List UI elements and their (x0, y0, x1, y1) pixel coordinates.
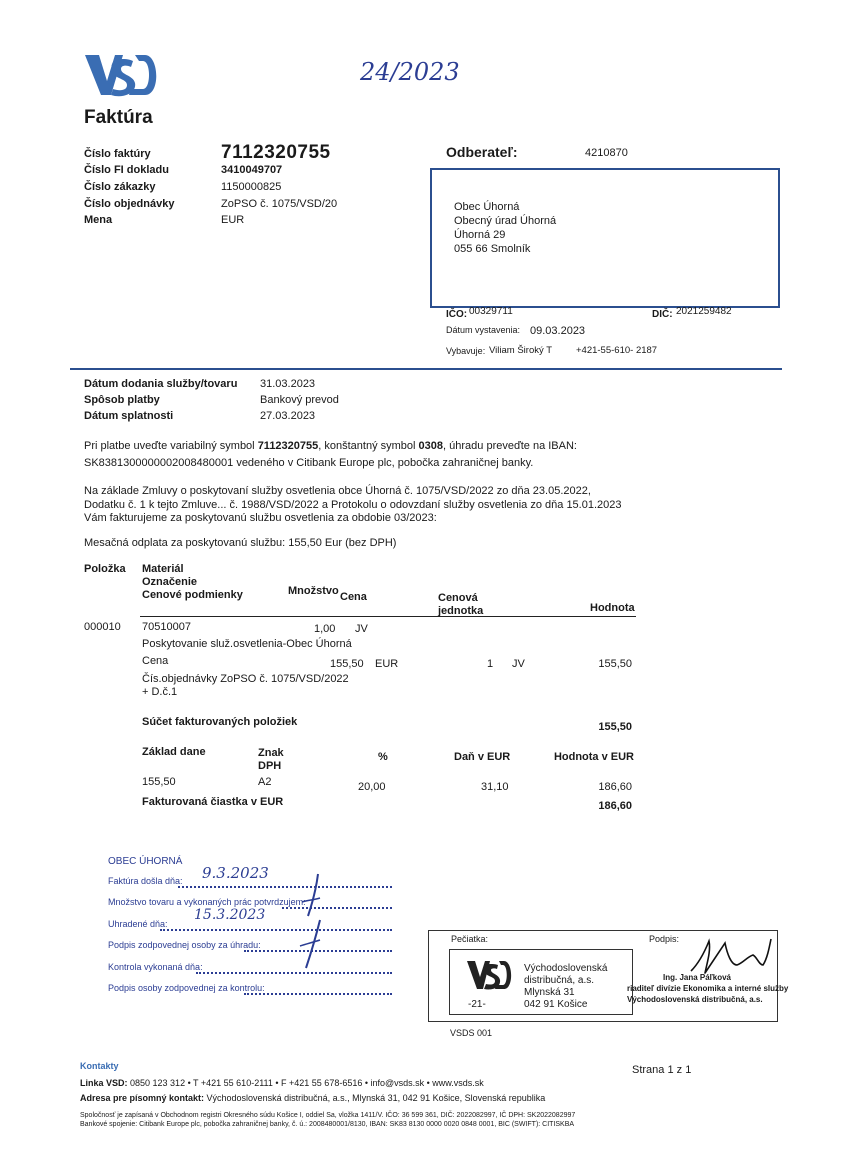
seal-street: Mlynská 31 (524, 987, 575, 998)
footer-address (80, 1093, 545, 1104)
price-label: Cena (142, 655, 169, 667)
total-value: 186,60 (598, 800, 632, 812)
hotline-label: Linka VSD: (80, 1078, 128, 1088)
ico-label: IČO: (446, 309, 468, 320)
unit-unit: JV (512, 658, 525, 670)
stamp-received-label: Faktúra došla dňa: (108, 876, 183, 886)
footer-hotline (80, 1078, 484, 1089)
issued-by-label: Vybavuje: (446, 346, 486, 356)
issue-date-label: Dátum vystavenia: (446, 325, 521, 335)
handwritten-number: 24/2023 (360, 58, 460, 86)
due-date: 27.03.2023 (260, 410, 316, 422)
form-code: VSDS 001 (450, 1028, 493, 1038)
delivery-date: 31.03.2023 (260, 378, 316, 390)
stamp-confirm-label: Množstvo tovaru a vykonaných prác potvrdzujem: (108, 897, 306, 907)
seal-logo-icon (466, 960, 512, 990)
col-tax-base: Základ dane (142, 746, 206, 758)
col-quantity: Množstvo (288, 585, 339, 597)
vat-amount: 31,10 (481, 781, 509, 793)
signature-label: Podpis: (649, 934, 680, 944)
payment-method: Bankový prevod (260, 394, 339, 406)
company-seal (449, 949, 633, 1015)
value-with-vat: 186,60 (598, 781, 632, 793)
issued-by: Viliam Široký T (489, 345, 552, 356)
signer-name: Ing. Jana Páľková (663, 973, 731, 982)
total-label: Fakturovaná čiastka v EUR (142, 796, 284, 808)
manager-signature (687, 935, 777, 977)
header-divider (70, 368, 782, 370)
quantity: 1,00 (314, 623, 336, 635)
seal-label: Pečiatka: (451, 934, 489, 944)
order-job-value: 1150000825 (221, 181, 282, 193)
price-currency: EUR (375, 658, 399, 670)
order-job-label: Číslo zákazky (84, 181, 156, 193)
invoice-number: 7112320755 (221, 142, 331, 163)
item-description: Poskytovanie služ.osvetlenia-Obec Úhorná (142, 638, 352, 650)
contacts-heading: Kontakty (80, 1061, 119, 1071)
payment-text: , úhradu preveďte na IBAN: (443, 440, 577, 452)
currency-value: EUR (221, 214, 245, 226)
issue-date: 09.03.2023 (530, 325, 586, 337)
signer-role: riaditeľ divízie Ekonomika a interné služby (627, 984, 789, 993)
stamp-check-signature-label: Podpis osoby zodpovednej za kontrolu: (108, 983, 265, 993)
address-text: Východoslovenská distribučná, a.s., Mlynská 31, 042 91 Košice, Slovenská republika (204, 1093, 546, 1103)
col-unit-price: Cenová jednotka (438, 592, 484, 617)
sum-label: Súčet fakturovaných položiek (142, 716, 298, 728)
stamp-dotted-line (178, 886, 392, 888)
order-number-value: ZoPSO č. 1075/VSD/20 (221, 198, 338, 210)
col-value-eur: Hodnota v EUR (553, 751, 634, 763)
stamp-paid-date: 15.3.2023 (194, 907, 266, 923)
fi-doc-value: 3410049707 (221, 164, 283, 176)
customer-label: Odberateľ: (446, 144, 518, 160)
order-reference-addendum: + D.č.1 (142, 686, 178, 698)
payment-text: Pri platbe uveďte variabilný symbol (84, 440, 258, 452)
unit-quantity: 1 (487, 658, 494, 670)
stamp-dotted-line (196, 972, 392, 974)
page-number: Strana 1 z 1 (632, 1064, 692, 1076)
col-value: Hodnota (590, 602, 635, 614)
constant-symbol: 0308 (418, 440, 444, 452)
contract-line: Na základe Zmluvy o poskytovaní služby osvetlenia obce Úhorná č. 1075/VSD/2022 zo dňa 23.05.2022, (84, 485, 591, 497)
stamp-check-date-label: Kontrola vykonaná dňa: (108, 962, 203, 972)
receipt-stamp (108, 856, 398, 996)
dic-label: DIČ: (652, 309, 673, 320)
contract-line: Dodatku č. 1 k tejto Zmluve... č. 1988/VSD/2022 a Protokolu o odovzdaní služby osvetlenia zo dňa 15.01.2023 (84, 499, 622, 511)
tax-base: 155,50 (142, 776, 176, 788)
signer-company: Východoslovenská distribučná, a.s. (627, 995, 763, 1004)
seal-city: 042 91 Košice (524, 999, 588, 1010)
col-percent: % (378, 751, 388, 763)
address-line: Úhorná 29 (454, 229, 506, 241)
col-designation: Označenie (142, 576, 198, 588)
seal-company-line: Východoslovenská (524, 963, 608, 974)
customer-number: 4210870 (585, 147, 628, 159)
variable-symbol: 7112320755 (257, 440, 319, 452)
fi-doc-label: Číslo FI dokladu (84, 164, 169, 176)
handwritten-signature-marks (288, 870, 328, 972)
col-price: Cena (340, 591, 367, 603)
contract-line: Vám fakturujeme za poskytovanú službu osvetlenia za obdobie 03/2023: (84, 512, 437, 524)
order-reference: Čís.objednávky ZoPSO č. 1075/VSD/2022 (142, 673, 349, 685)
col-material: Materiál (142, 563, 184, 575)
iban-line: SK8381300000002008480001 vedeného v Citibank Europe plc, pobočka zahraničnej banky. (84, 457, 534, 469)
delivery-date-label: Dátum dodania služby/tovaru (84, 378, 238, 390)
seal-signature-box (428, 930, 789, 1022)
sum-value: 155,50 (598, 721, 632, 733)
stamp-title: OBEC ÚHORNÁ (108, 856, 183, 867)
seal-company-line: distribučná, a.s. (524, 975, 595, 986)
vsd-logo (83, 53, 159, 97)
address-line: Obec Úhorná (454, 201, 520, 213)
address-label: Adresa pre písomný kontakt: (80, 1093, 205, 1103)
hotline-text: 0850 123 312 • T +421 55 610-2111 • F +421 55 678-6516 • info@vsds.sk • www.vsds.sk (127, 1078, 484, 1088)
price-value: 155,50 (330, 658, 364, 670)
vat-percent: 20,00 (358, 781, 386, 793)
phone: +421-55-610- 2187 (576, 345, 658, 356)
document-title: Faktúra (84, 107, 153, 128)
col-item: Položka (84, 563, 126, 575)
address-line: 055 66 Smolník (454, 243, 531, 255)
ico-value: 00329711 (469, 306, 513, 317)
monthly-fee: Mesačná odplata za poskytovanú službu: 155,50 Eur (bez DPH) (84, 537, 397, 549)
col-vat-code: Znak DPH (258, 747, 284, 772)
customer-address-box (430, 168, 780, 308)
payment-text: , konštantný symbol (318, 440, 419, 452)
stamp-received-date: 9.3.2023 (202, 864, 269, 882)
table-header-rule (140, 616, 636, 617)
vat-code: A2 (258, 776, 272, 788)
stamp-dotted-line (160, 929, 392, 931)
item-number: 000010 (84, 621, 121, 633)
order-number-label: Číslo objednávky (84, 198, 175, 210)
footer-registration: Spoločnosť je zapísaná v Obchodnom registri Okresného súdu Košice I, oddiel Sa, vložka 1411/V. IČO: 36 599 361, DIČ: 2022082997, IČ DPH: SK2022082997 (80, 1112, 576, 1119)
footer-bank: Bankové spojenie: Citibank Europe plc, pobočka zahraničnej banky, č. ú.: 2008480001/8130, IBAN: SK83 8130 0000 0020 0848 0001, BIC (SWIFT): CITISKBA (80, 1121, 575, 1128)
dic-value: 2021259482 (676, 306, 732, 317)
stamp-payer-signature-label: Podpis zodpovednej osoby za úhradu: (108, 940, 261, 950)
col-vat-eur: Daň v EUR (454, 751, 511, 763)
invoice-number-label: Číslo faktúry (84, 148, 151, 160)
address-line: Obecný úrad Úhorná (454, 215, 557, 227)
quantity-unit: JV (355, 623, 368, 635)
payment-method-label: Spôsob platby (84, 394, 160, 406)
line-value: 155,50 (598, 658, 632, 670)
payment-instructions (84, 439, 764, 453)
stamp-dotted-line (244, 993, 392, 995)
currency-label: Mena (84, 214, 113, 226)
seal-number: -21- (468, 999, 486, 1010)
col-price-conditions: Cenové podmienky (142, 589, 243, 601)
due-date-label: Dátum splatnosti (84, 410, 174, 422)
stamp-paid-label: Uhradené dňa: (108, 919, 168, 929)
material-code: 70510007 (142, 621, 191, 633)
